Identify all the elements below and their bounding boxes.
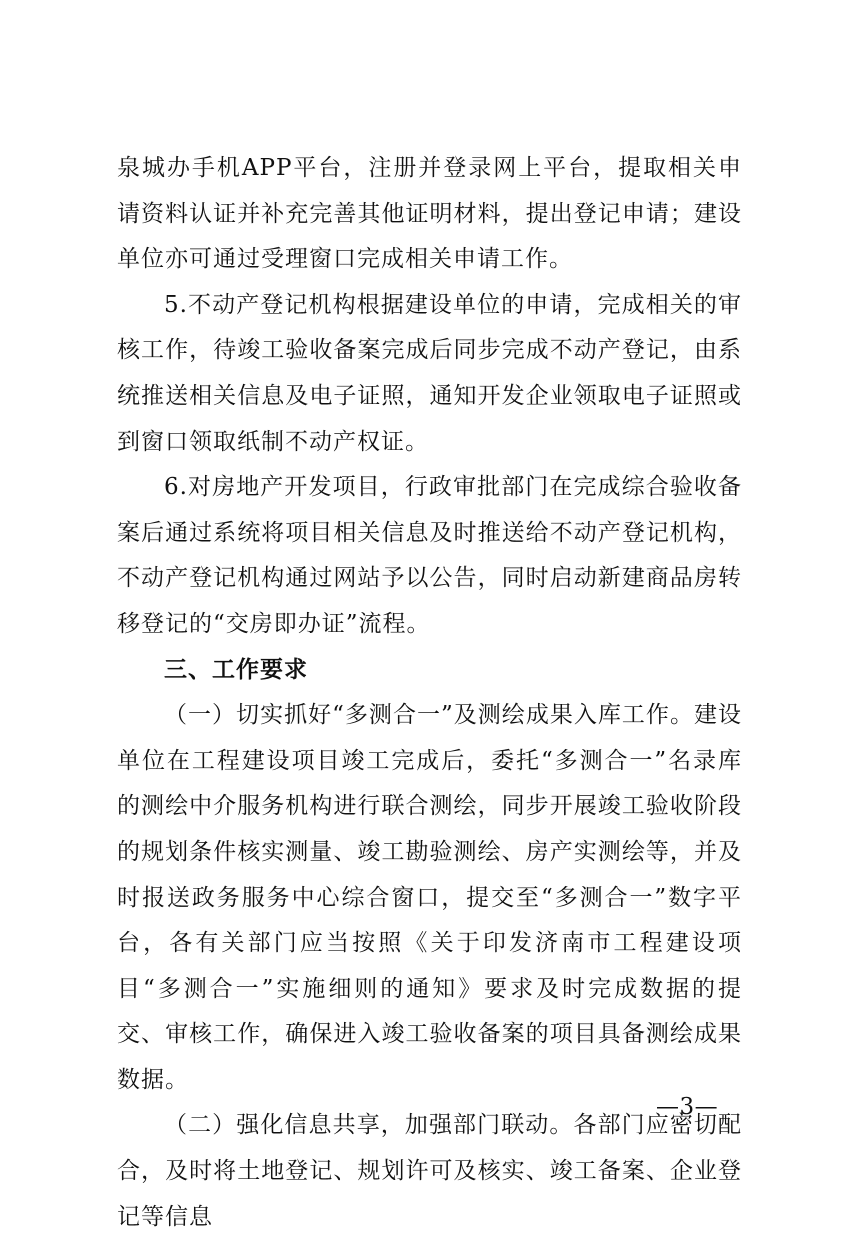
- paragraph-requirement-2: （二）强化信息共享，加强部门联动。各部门应密切配合，及时将土地登记、规划许可及核实、竣工备案、企业登记等信息: [117, 1112, 742, 1230]
- paragraph-requirement-1: （一）切实抓好“多测合一”及测绘成果入库工作。建设单位在工程建设项目竣工完成后，委托“多测合一”名录库的测绘中介服务机构进行联合测绘，同步开展竣工验收阶段的规划条件核实测量、竣工勘验测绘、房产实测绘等，并及时报送政务服务中心综合窗口，提交至“多测合一”数字平台，各有关部门应当按照《关于印发济南市工程建设项目“多测合一”实施细则的通知》要求及时完成数据的提交、审核工作，确保进入竣工验收备案的项目具备测绘成果数据。: [117, 702, 742, 1093]
- paragraph-item-6: 6.对房地产开发项目，行政审批部门在完成综合验收备案后通过系统将项目相关信息及时推送给不动产登记机构，不动产登记机构通过网站予以公告，同时启动新建商品房转移登记的“交房即办证”流程。: [117, 474, 742, 637]
- document-body: [117, 146, 742, 1240]
- paragraph-item-5: 5.不动产登记机构根据建设单位的申请，完成相关的审核工作，待竣工验收备案完成后同步完成不动产登记，由系统推送相关信息及电子证照，通知开发企业领取电子证照或到窗口领取纸制不动产权证。: [117, 291, 742, 455]
- paragraph-continuation: 泉城办手机APP平台，注册并登录网上平台，提取相关申请资料认证并补充完善其他证明材料，提出登记申请；建设单位亦可通过受理窗口完成相关申请工作。: [117, 155, 742, 273]
- page-number: —3—: [656, 1094, 719, 1120]
- section-heading-work-requirements: 三、工作要求: [164, 656, 308, 683]
